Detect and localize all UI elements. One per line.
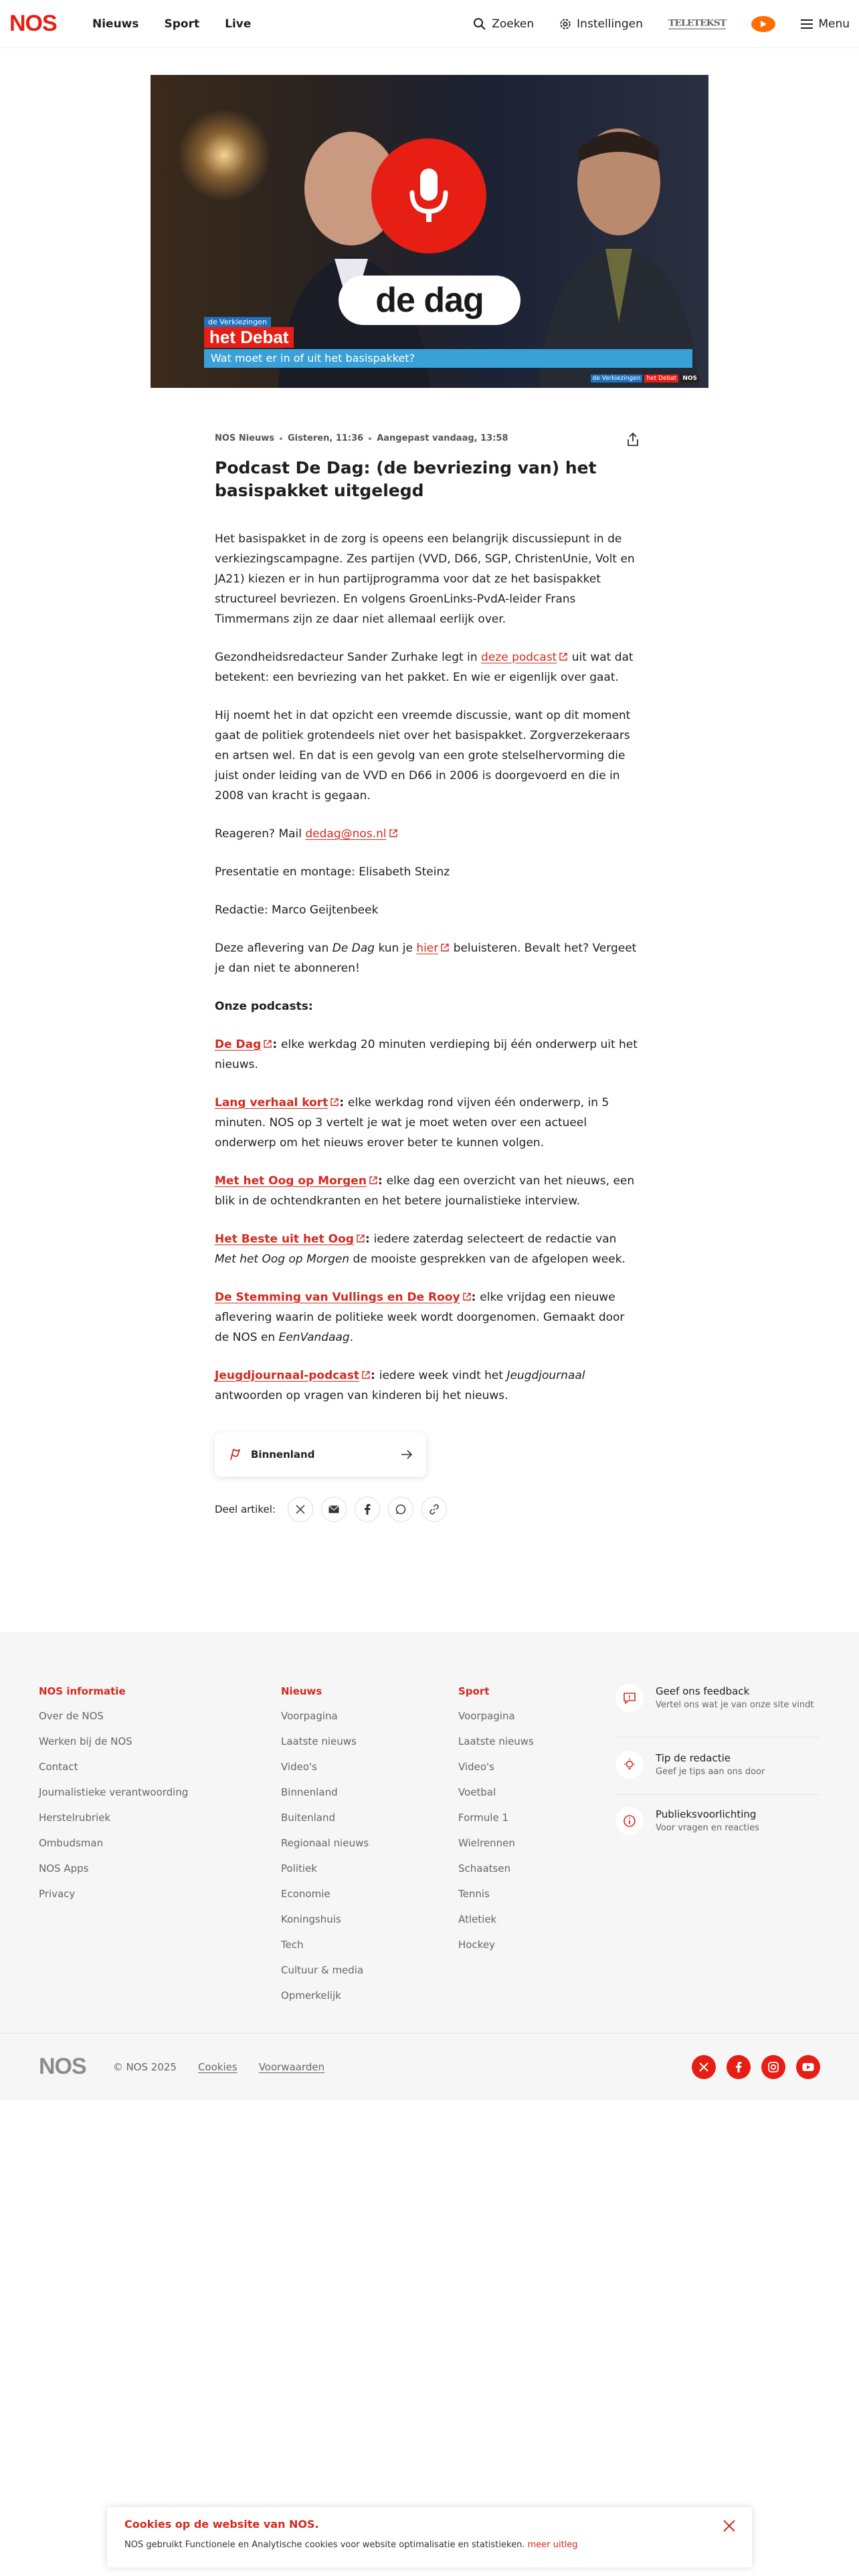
footer-link[interactable]: Voorpagina (281, 1710, 338, 1722)
settings-button[interactable] (559, 17, 643, 31)
facebook-icon (364, 1504, 371, 1515)
x-icon (699, 2062, 708, 2072)
microphone-badge (371, 138, 486, 253)
nav-nieuws[interactable]: Nieuws (92, 17, 139, 31)
site-header (0, 0, 859, 48)
footer-link[interactable]: Journalistieke verantwoording (39, 1786, 189, 1798)
published-time: Gisteren, 11:36 (287, 433, 364, 443)
nos-logo[interactable]: NOS (9, 11, 57, 36)
npo-play-icon (759, 19, 768, 29)
podcast-item: Lang verhaal kort : elke werkdag rond vijven één onderwerp, in 5 minuten. NOS op 3 vertelt je wat je moet weten over een actueel onderwerp om het nieuws erover beter te kunnen volgen. (215, 1096, 609, 1150)
paragraph-1: Het basispakket in de zorg is opeens een belangrijk discussiepunt in de verkiezingscampagne. Zes partijen (VVD, D66, SGP, ChristenUnie, Volt en JA21) kiezen er in hun partijprogramma voor dat ze het basispakket structureel bevriezen. En volgens GroenLinks-PvdA-leider Frans Timmermans zijn ze daar niet allemaal eerlijk over. (215, 532, 635, 626)
article-source: NOS Nieuws (215, 433, 274, 443)
footer-link[interactable]: Formule 1 (458, 1812, 508, 1824)
cookie-title: Cookies op de website van NOS. (124, 2518, 319, 2531)
close-icon[interactable] (721, 2518, 737, 2534)
cookie-banner (107, 2507, 752, 2567)
podcast-link[interactable]: deze podcast (481, 651, 557, 664)
share-email-button[interactable] (321, 1497, 347, 1522)
footer-link[interactable]: Schaatsen (458, 1862, 511, 1874)
paragraph-3: Hij noemt het in dat opzicht een vreemde discussie, want op dit moment gaat de politiek grotendeels niet over het basispakket. Zorgverzekeraars en artsen wel. En dat is een gevolg van een grote stelselhervorming die juist onder leiding van de VVD en D66 in 2006 is doorgevoerd en die in 2008 van kracht is gegaan. (215, 709, 631, 802)
footer-col-nos-informatie (39, 1685, 188, 1913)
footer-link[interactable]: Contact (39, 1761, 78, 1773)
microphone-icon (405, 166, 452, 226)
youtube-icon (802, 2062, 814, 2072)
footer-link[interactable]: Video's (458, 1761, 494, 1773)
facebook-social-button[interactable] (727, 2055, 751, 2079)
footer-link[interactable]: Video's (281, 1761, 317, 1773)
footer-bottom-bar (0, 2033, 859, 2100)
footer-link[interactable]: Privacy (39, 1888, 76, 1900)
instagram-icon (768, 2062, 779, 2072)
footer-link[interactable]: Atletiek (458, 1913, 497, 1925)
tv-caption-question: Wat moet er in of uit het basispakket? (204, 349, 692, 368)
podcast-link-de-dag[interactable]: De Dag (215, 1038, 262, 1051)
lightbulb-icon (623, 1758, 636, 1772)
gear-icon (559, 18, 571, 30)
tag-label: Binnenland (251, 1448, 315, 1461)
footer-link[interactable]: Opmerkelijk (281, 1990, 341, 2002)
x-social-button[interactable] (692, 2055, 716, 2079)
podcast-link-met-het-oog[interactable]: Met het Oog op Morgen (215, 1174, 367, 1188)
tv-caption-small: de Verkiezingen (204, 317, 271, 327)
paragraph-6: Redactie: Marco Geijtenbeek (215, 903, 379, 917)
footer-link[interactable]: Tennis (458, 1888, 490, 1900)
footer-link[interactable]: Buitenland (281, 1812, 335, 1824)
footer-link[interactable]: Koningshuis (281, 1913, 341, 1925)
studio-light (177, 108, 271, 202)
external-link-icon (559, 652, 568, 661)
mail-icon (328, 1505, 339, 1513)
cookies-link[interactable]: Cookies (197, 2060, 237, 2073)
teletekst-link[interactable]: TELETEKST (668, 18, 727, 28)
share-label: Deel artikel: (215, 1503, 276, 1515)
footer-link[interactable]: Laatste nieuws (281, 1735, 357, 1747)
podcast-item: De Stemming van Vullings en De Rooy : elke vrijdag een nieuwe aflevering waarin de politieke week wordt doorgenomen. Gemaakt door de NOS en EenVandaag. (215, 1291, 625, 1344)
external-link-icon (440, 943, 450, 952)
settings-label: Instellingen (577, 17, 643, 31)
podcast-link-de-stemming[interactable]: De Stemming van Vullings en De Rooy (215, 1291, 460, 1304)
flag-icon (228, 1448, 242, 1461)
guest-right-silhouette (525, 102, 699, 388)
tv-corner-tags: de Verkiezingen het Debat NOS (591, 374, 699, 383)
footer-link[interactable]: Tech (281, 1939, 304, 1951)
facebook-icon (735, 2061, 742, 2073)
footer-link[interactable]: Herstelrubriek (39, 1812, 111, 1824)
podcast-item: Met het Oog op Morgen : elke dag een overzicht van het nieuws, een blik in de ochtendkranten en het betere journalistieke interview. (215, 1174, 635, 1208)
footer-link[interactable]: Cultuur & media (281, 1964, 364, 1976)
podcast-link-jeugdjournaal[interactable]: Jeugdjournaal-podcast (215, 1369, 360, 1382)
copyright: © NOS 2025 (112, 2060, 177, 2073)
footer-link[interactable]: Hockey (458, 1939, 495, 1951)
feedback-icon (623, 1692, 636, 1704)
footer-link[interactable]: Voetbal (458, 1786, 496, 1798)
tip-card[interactable]: Tip de redactie Geef je tips aan ons door (615, 1751, 819, 1779)
youtube-social-button[interactable] (796, 2055, 820, 2079)
search-label: Zoeken (492, 17, 535, 31)
footer-heading: Nieuws (281, 1685, 322, 1697)
podcast-item: De Dag : elke werkdag 20 minuten verdieping bij één onderwerp uit het nieuws. (215, 1038, 638, 1071)
footer-link[interactable]: Over de NOS (39, 1710, 104, 1722)
share-button-top[interactable] (623, 429, 643, 449)
info-icon (623, 1814, 636, 1828)
article-title: Podcast De Dag: (de bevriezing van) het basispakket uitgelegd (215, 458, 597, 500)
footer-link[interactable]: Politiek (281, 1862, 317, 1874)
podcast-link-lang-verhaal-kort[interactable]: Lang verhaal kort (215, 1096, 328, 1109)
share-row (215, 1497, 639, 1522)
nos-logo-footer[interactable]: NOS (39, 2054, 86, 2079)
article (215, 433, 639, 1522)
external-link-icon (361, 1370, 371, 1380)
menu-label: Menu (818, 17, 850, 31)
paragraph-5: Presentatie en montage: Elisabeth Steinz (215, 865, 450, 879)
footer-col-sport (458, 1685, 534, 1963)
nav-live[interactable]: Live (225, 17, 252, 31)
share-whatsapp-button[interactable] (388, 1497, 413, 1522)
arrow-right-icon (401, 1450, 413, 1459)
footer-link[interactable]: Wielrennen (458, 1837, 515, 1849)
share-facebook-button[interactable] (355, 1497, 380, 1522)
instagram-social-button[interactable] (761, 2055, 785, 2079)
cookie-more-link[interactable]: meer uitleg (527, 2540, 578, 2550)
external-link-icon (263, 1039, 272, 1049)
search-icon (473, 17, 486, 31)
footer-link[interactable]: Laatste nieuws (458, 1735, 534, 1747)
paragraph-4: Reageren? Mail dedag@nos.nl (215, 824, 639, 844)
tv-caption-title: het Debat (204, 327, 294, 348)
share-icon (626, 432, 640, 447)
hamburger-icon (801, 19, 813, 29)
share-x-button[interactable] (288, 1497, 313, 1522)
podcast-item: Jeugdjournaal-podcast : iedere week vindt het Jeugdjournaal antwoorden op vragen van kinderen bij het nieuws. (215, 1369, 585, 1402)
site-footer (0, 1632, 859, 2100)
footer-link[interactable]: Ombudsman (39, 1837, 104, 1849)
voorwaarden-link[interactable]: Voorwaarden (258, 2060, 325, 2073)
podcast-link-beste-uit-het-oog[interactable]: Het Beste uit het Oog (215, 1232, 354, 1246)
external-link-icon (389, 829, 398, 838)
hero-image[interactable] (151, 75, 708, 388)
updated-time: Aangepast vandaag, 13:58 (377, 433, 508, 443)
feedback-card[interactable]: Geef ons feedback Vertel ons wat je van onze site vindt (615, 1684, 819, 1712)
external-link-icon (462, 1292, 472, 1301)
podcast-item: Het Beste uit het Oog : iedere zaterdag selecteert de redactie van Met het Oog op Morgen de mooiste gesprekken van de afgelopen week. (215, 1232, 626, 1266)
footer-link[interactable]: NOS Apps (39, 1862, 89, 1874)
external-link-icon (356, 1234, 365, 1243)
listen-here-link[interactable]: hier (416, 942, 439, 955)
share-copy-link-button[interactable] (421, 1497, 447, 1522)
footer-link[interactable]: Voorpagina (458, 1710, 515, 1722)
external-link-icon (369, 1176, 378, 1185)
de-dag-logo: de dag (339, 276, 520, 325)
search-button[interactable] (473, 17, 534, 31)
main-nav (92, 17, 251, 31)
external-link-icon (330, 1097, 339, 1107)
link-icon (429, 1504, 440, 1515)
footer-heading: NOS informatie (39, 1685, 126, 1697)
publieksvoorlichting-card[interactable]: Publieksvoorlichting Voor vragen en reacties (615, 1807, 819, 1835)
nav-sport[interactable]: Sport (164, 17, 200, 31)
footer-link[interactable]: Regionaal nieuws (281, 1837, 369, 1849)
paragraph-7: Deze aflevering van De Dag kun je hier beluisteren. Bevalt het? Vergeet je dan niet te abonneren! (215, 942, 637, 975)
footer-heading: Sport (458, 1685, 490, 1697)
footer-link[interactable]: Binnenland (281, 1786, 338, 1798)
article-meta (215, 433, 639, 443)
podcasts-heading: Onze podcasts: (215, 1000, 313, 1013)
paragraph-2: Gezondheidsredacteur Sander Zurhake legt in deze podcast uit wat dat betekent: een bevriezing van het pakket. En wie er eigenlijk over gaat. (215, 651, 634, 684)
x-icon (296, 1505, 305, 1514)
footer-link[interactable]: Economie (281, 1888, 330, 1900)
npo-logo[interactable] (751, 16, 775, 32)
email-link[interactable]: dedag@nos.nl (305, 827, 387, 841)
tag-binnenland[interactable] (215, 1432, 426, 1477)
footer-col-nieuws (281, 1685, 369, 2014)
cookie-body: NOS gebruikt Functionele en Analytische cookies voor website optimalisatie en statistieken. meer uitleg (124, 2540, 578, 2550)
footer-link[interactable]: Werken bij de NOS (39, 1735, 132, 1747)
whatsapp-icon (395, 1504, 406, 1515)
menu-button[interactable] (801, 17, 850, 31)
